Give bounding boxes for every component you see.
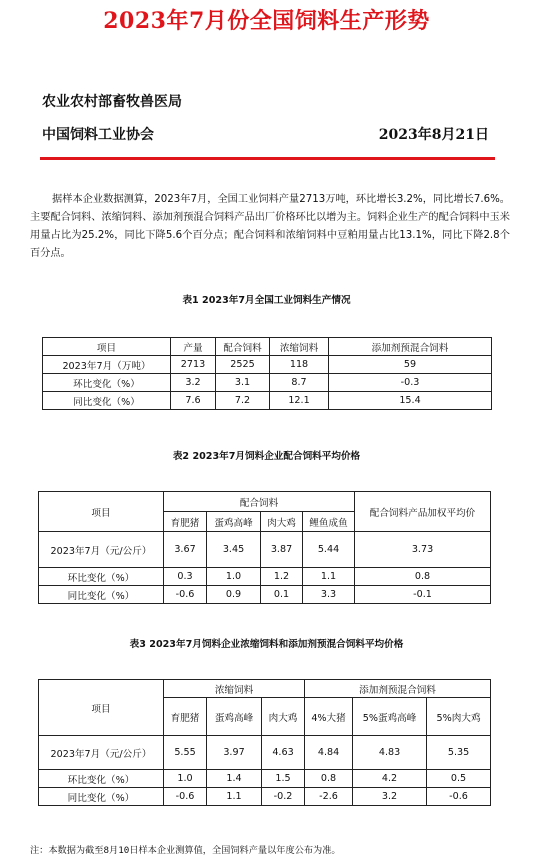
table-cell: 59 [329, 356, 492, 374]
table-cell: -2.6 [305, 788, 353, 806]
table-cell: -0.6 [164, 788, 207, 806]
page-title: 2023年7月份全国饲料生产形势 [103, 8, 430, 34]
table1-header-cell: 配合饲料 [216, 338, 270, 356]
row-label: 2023年7月（元/公斤） [39, 736, 164, 770]
table3-subheader: 5%肉大鸡 [427, 698, 491, 736]
table-cell: 3.1 [216, 374, 270, 392]
table-cell: 4.84 [305, 736, 353, 770]
table3-subheader: 4%大猪 [305, 698, 353, 736]
row-label: 环比变化（%） [39, 770, 164, 788]
table3-subheader: 5%蛋鸡高峰 [353, 698, 427, 736]
table-cell: 12.1 [270, 392, 329, 410]
table1-header-row [43, 338, 492, 356]
table-cell: 4.83 [353, 736, 427, 770]
row-label: 同比变化（%） [39, 788, 164, 806]
red-divider [40, 157, 495, 160]
table-cell: 2525 [216, 356, 270, 374]
table3-header-row [39, 680, 491, 698]
row-label: 2023年7月（万吨） [43, 356, 171, 374]
table-cell: 3.3 [303, 586, 355, 604]
table-cell: 1.0 [207, 568, 261, 586]
table-row [43, 374, 492, 392]
table2-group-header: 配合饲料 [164, 492, 355, 512]
footnote: 注：本数据为截至8月10日样本企业测算值，全国饲料产量以年度公布为准。 [30, 845, 341, 856]
table-cell: 1.4 [207, 770, 262, 788]
table-cell: 0.5 [427, 770, 491, 788]
table1-header-cell: 添加剂预混合饲料 [329, 338, 492, 356]
table2-item-header: 项目 [39, 492, 164, 532]
table2-subheader: 蛋鸡高峰 [207, 512, 261, 532]
table3-group-header-premix: 添加剂预混合饲料 [305, 680, 491, 698]
row-label: 环比变化（%） [39, 568, 164, 586]
publish-date: 2023年8月21日 [378, 127, 489, 143]
table1-header-cell: 浓缩饲料 [270, 338, 329, 356]
table-cell: 3.97 [207, 736, 262, 770]
table-cell: 0.3 [164, 568, 207, 586]
row-label: 2023年7月（元/公斤） [39, 532, 164, 568]
table-cell: 3.2 [171, 374, 216, 392]
table-cell: 3.45 [207, 532, 261, 568]
table-cell: 0.8 [355, 568, 491, 586]
table1 [42, 337, 492, 410]
table2-subheader: 肉大鸡 [261, 512, 303, 532]
table-cell: -0.6 [427, 788, 491, 806]
table-cell: 0.8 [305, 770, 353, 788]
table-cell: 1.1 [207, 788, 262, 806]
table-cell: 7.2 [216, 392, 270, 410]
table-row [43, 392, 492, 410]
table2-subheader: 鲤鱼成鱼 [303, 512, 355, 532]
table1-header-cell: 项目 [43, 338, 171, 356]
table-row [39, 532, 491, 568]
row-label: 环比变化（%） [43, 374, 171, 392]
row-label: 同比变化（%） [43, 392, 171, 410]
table-cell: 15.4 [329, 392, 492, 410]
table-cell: 118 [270, 356, 329, 374]
table-cell: -0.3 [329, 374, 492, 392]
table2-subheader: 育肥猪 [164, 512, 207, 532]
table-cell: 1.0 [164, 770, 207, 788]
table-row [39, 568, 491, 586]
table-cell: 0.1 [261, 586, 303, 604]
table-cell: 3.67 [164, 532, 207, 568]
table2 [38, 491, 491, 604]
table-cell: 5.35 [427, 736, 491, 770]
table1-header-cell: 产量 [171, 338, 216, 356]
table-cell: 1.5 [262, 770, 305, 788]
table-cell: -0.1 [355, 586, 491, 604]
table-row [43, 356, 492, 374]
table-row [39, 788, 491, 806]
table-cell: 3.2 [353, 788, 427, 806]
table-cell: 0.9 [207, 586, 261, 604]
table-row [39, 586, 491, 604]
table3-subheader: 肉大鸡 [262, 698, 305, 736]
table3-subheader: 蛋鸡高峰 [207, 698, 262, 736]
table3-caption: 表3 2023年7月饲料企业浓缩饲料和添加剂预混合饲料平均价格 [129, 639, 404, 650]
table-cell: 1.2 [261, 568, 303, 586]
table-cell: -0.6 [164, 586, 207, 604]
summary-paragraph: 据样本企业数据测算，2023年7月，全国工业饲料产量2713万吨，环比增长3.2%，同比增长7.6%。主要配合饲料、浓缩饲料、添加剂预混合饲料产品出厂价格环比以增为主。饲料企业生产的配合饲料中玉米用量占比为25.2%，同比下降5.6个百分点；配合饲料和浓缩饲料中豆粕用量占比13.1%，同比下降2.8个百分点。 [30, 194, 510, 259]
table-cell: 5.55 [164, 736, 207, 770]
table-cell: 8.7 [270, 374, 329, 392]
table-cell: 4.2 [353, 770, 427, 788]
table-cell: 5.44 [303, 532, 355, 568]
table1-caption: 表1 2023年7月全国工业饲料生产情况 [182, 295, 351, 306]
table-cell: -0.2 [262, 788, 305, 806]
issuing-org-association: 中国饲料工业协会 [42, 127, 154, 143]
table2-weighted-header: 配合饲料产品加权平均价 [355, 492, 491, 532]
table-cell: 7.6 [171, 392, 216, 410]
table3-item-header: 项目 [39, 680, 164, 736]
table3-subheader: 育肥猪 [164, 698, 207, 736]
table2-caption: 表2 2023年7月饲料企业配合饲料平均价格 [172, 451, 361, 462]
table-cell: 2713 [171, 356, 216, 374]
table-cell: 3.73 [355, 532, 491, 568]
table-cell: 1.1 [303, 568, 355, 586]
table-cell: 3.87 [261, 532, 303, 568]
row-label: 同比变化（%） [39, 586, 164, 604]
table2-header-row [39, 492, 491, 512]
table3 [38, 679, 491, 806]
table-row [39, 770, 491, 788]
table3-group-header-concentrate: 浓缩饲料 [164, 680, 305, 698]
table-row [39, 736, 491, 770]
issuing-org-ministry: 农业农村部畜牧兽医局 [42, 94, 182, 110]
table-cell: 4.63 [262, 736, 305, 770]
